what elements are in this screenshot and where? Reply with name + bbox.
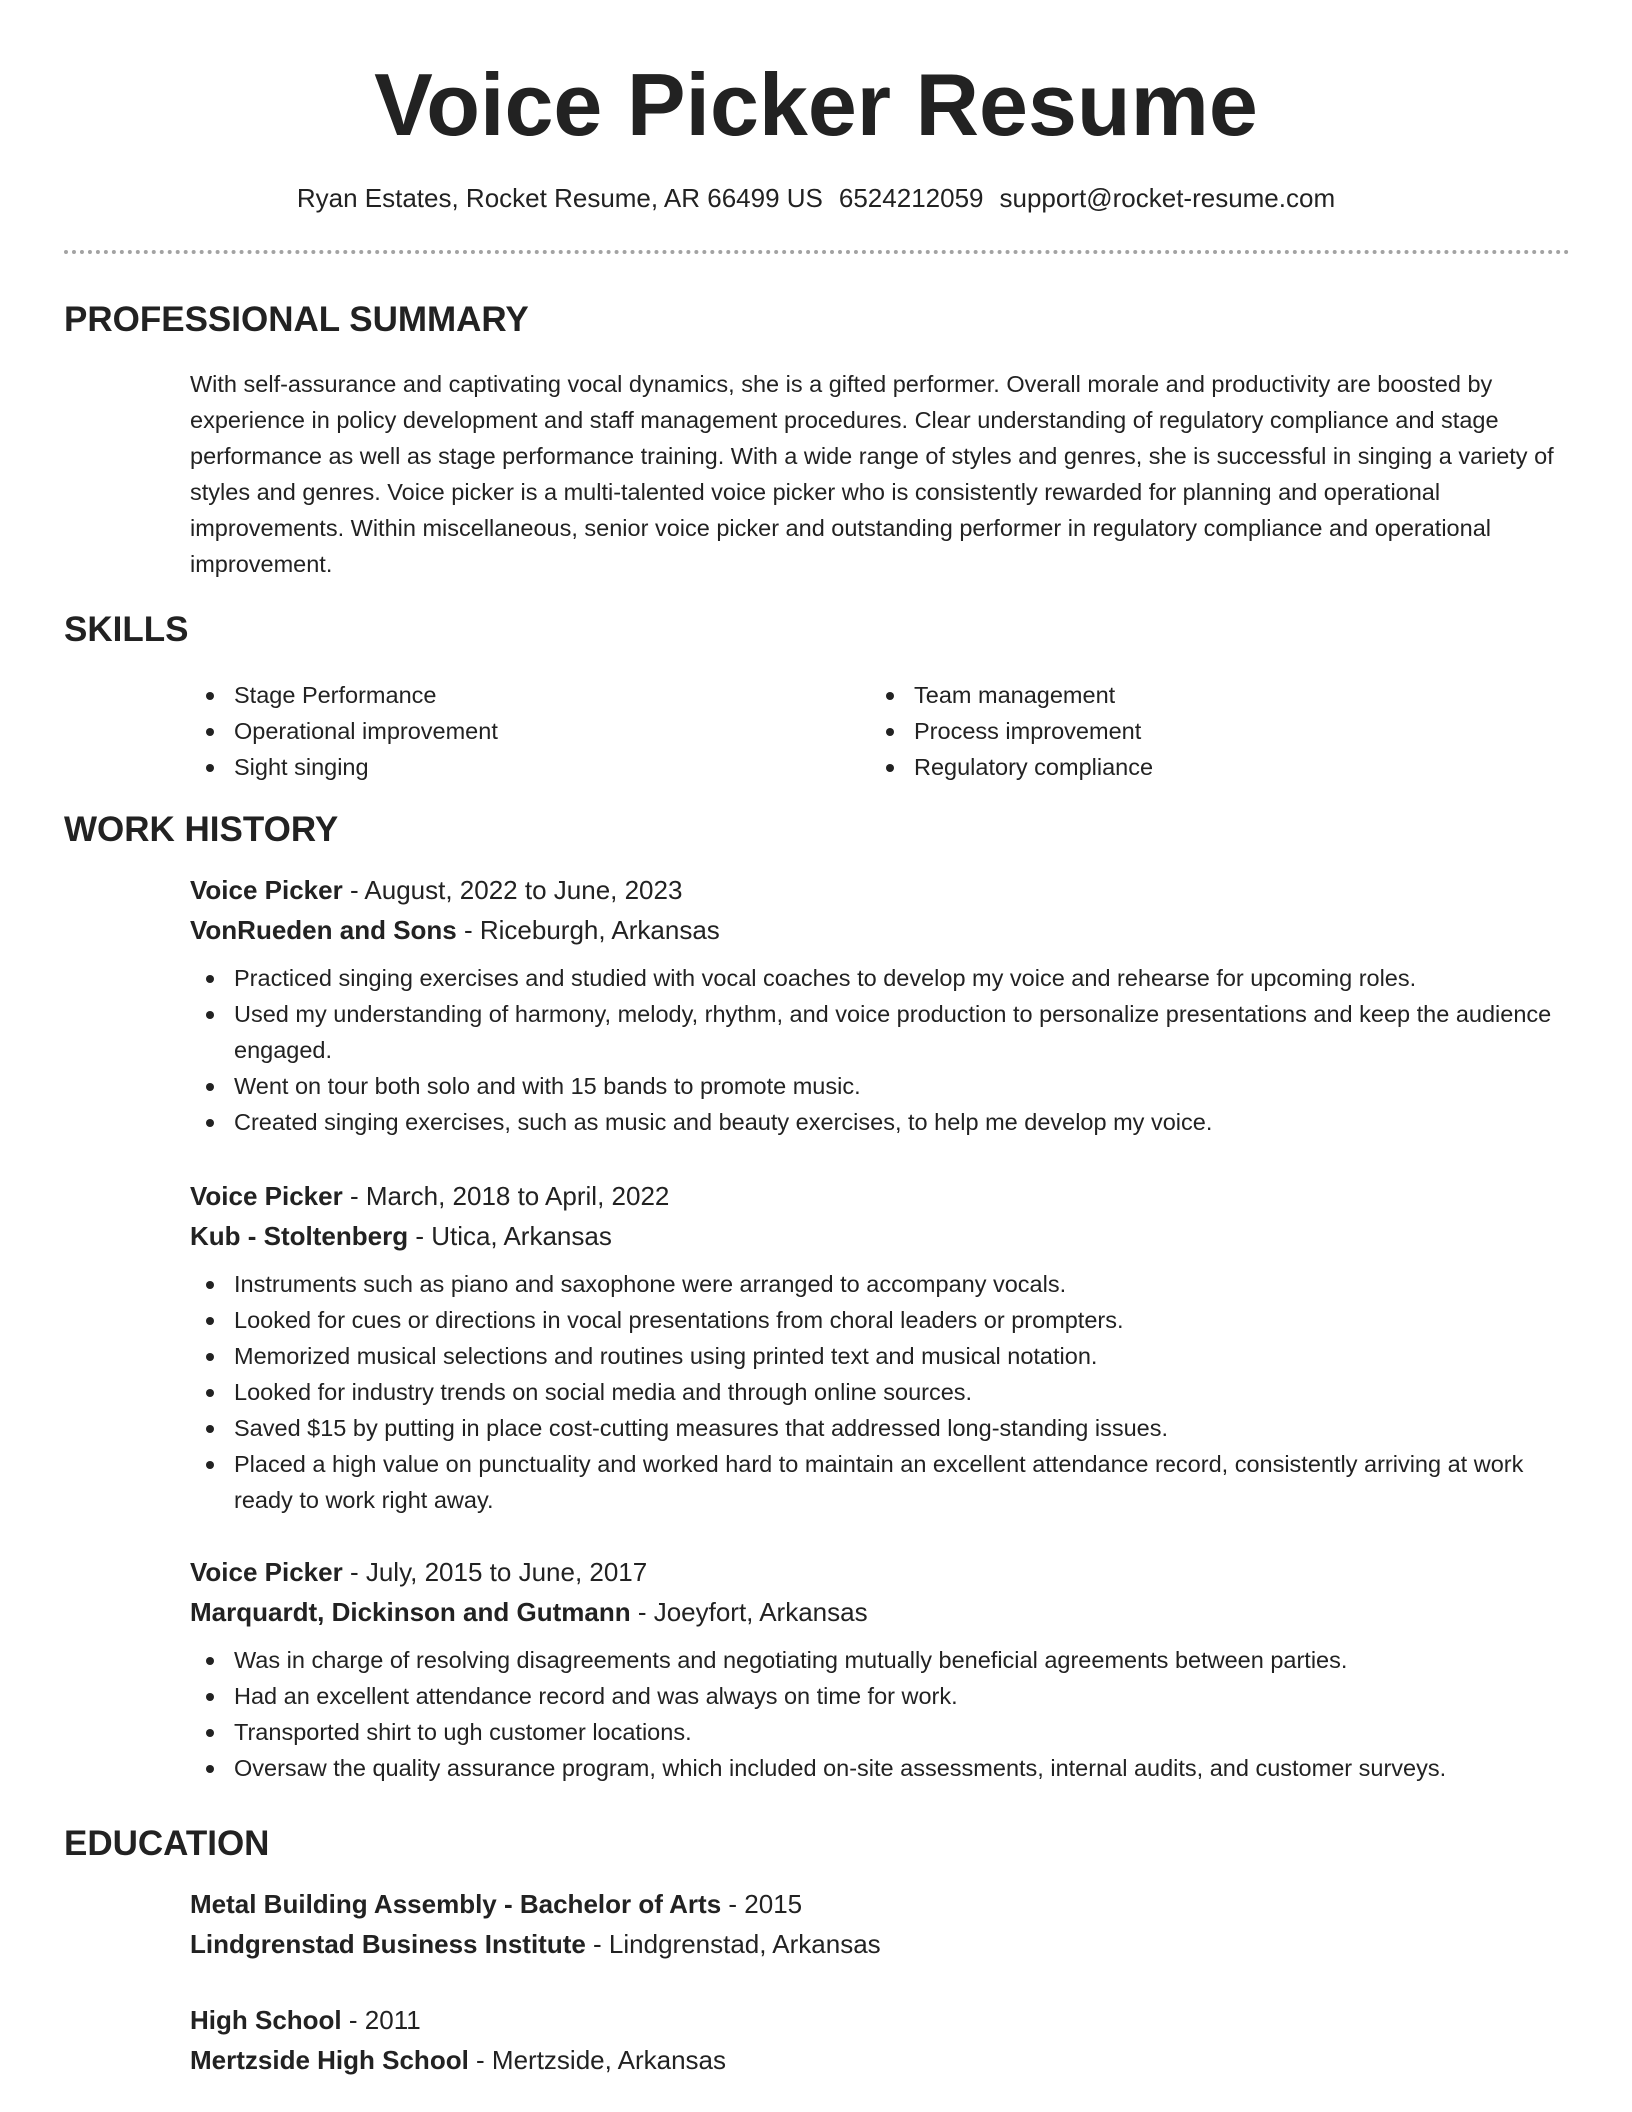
- job-entry: [190, 870, 1574, 1140]
- job-duty: Used my understanding of harmony, melody, rhythm, and voice production to personalize presentations and keep the audience engaged.: [190, 996, 1574, 1068]
- job-company: Kub - Stoltenberg: [190, 1221, 409, 1251]
- contact-phone: 6524212059: [838, 183, 984, 213]
- contact-email: support@rocket-resume.com: [999, 183, 1336, 213]
- job-dates: - August, 2022 to June, 2023: [342, 875, 683, 905]
- job-dates: - March, 2018 to April, 2022: [342, 1181, 670, 1211]
- summary-text: With self-assurance and captivating vocal dynamics, she is a gifted performer. Overall morale and productivity are boosted by experience in policy development and staff management procedures. Clear understanding of regulatory compliance and stage performance as well as stage performance training. With a wide range of styles and genres, she is successful in singing a variety of styles and genres. Voice picker is a multi-talented voice picker who is consistently rewarded for planning and operational improvements. Within miscellaneous, senior voice picker and outstanding performer in regulatory compliance and operational improvement.: [190, 371, 1554, 577]
- job-title: Voice Picker: [190, 875, 343, 905]
- education-degree: High School: [190, 2005, 342, 2035]
- skill-item: Stage Performance: [190, 677, 850, 713]
- education-heading: EDUCATION: [64, 1824, 270, 1863]
- education-location: - Lindgrenstad, Arkansas: [585, 1929, 881, 1959]
- job-duty: Instruments such as piano and saxophone were arranged to accompany vocals.: [190, 1266, 1574, 1302]
- job-duty: Placed a high value on punctuality and worked hard to maintain an excellent attendance record, consistently arriving at work ready to work right away.: [190, 1446, 1574, 1518]
- job-title-line: [190, 1176, 1574, 1216]
- job-entry: [190, 1176, 1574, 1518]
- education-degree-line: [190, 1884, 1574, 1924]
- job-title: Voice Picker: [190, 1557, 343, 1587]
- education-degree-line: [190, 2000, 1574, 2040]
- job-duty: Saved $15 by putting in place cost-cutting measures that addressed long-standing issues.: [190, 1410, 1574, 1446]
- job-location: - Riceburgh, Arkansas: [456, 915, 720, 945]
- contact-address: Ryan Estates, Rocket Resume, AR 66499 US: [296, 183, 823, 213]
- skill-item: Operational improvement: [190, 713, 850, 749]
- education-year: - 2015: [721, 1889, 803, 1919]
- job-company-line: [190, 1216, 1574, 1256]
- job-company: VonRueden and Sons: [190, 915, 457, 945]
- job-company-line: [190, 1592, 1574, 1632]
- education-school: Lindgrenstad Business Institute: [190, 1929, 586, 1959]
- job-duty: Went on tour both solo and with 15 bands to promote music.: [190, 1068, 1574, 1104]
- job-company-line: [190, 910, 1574, 950]
- job-duty: Transported shirt to ugh customer locations.: [190, 1714, 1574, 1750]
- education-entry: [190, 2000, 1574, 2080]
- job-duty: Had an excellent attendance record and was always on time for work.: [190, 1678, 1574, 1714]
- job-title-line: [190, 1552, 1574, 1592]
- job-duties: [190, 960, 1574, 1140]
- job-duties: [190, 1266, 1574, 1518]
- skill-item: Process improvement: [870, 713, 1530, 749]
- education-degree: Metal Building Assembly - Bachelor of Arts: [190, 1889, 722, 1919]
- education-year: - 2011: [341, 2005, 421, 2035]
- summary-heading: PROFESSIONAL SUMMARY: [64, 300, 529, 339]
- job-duty: Was in charge of resolving disagreements and negotiating mutually beneficial agreements between parties.: [190, 1642, 1574, 1678]
- skills-column-right: [870, 677, 1530, 785]
- education-location: - Mertzside, Arkansas: [468, 2045, 727, 2075]
- job-duties: [190, 1642, 1574, 1786]
- header-divider: [64, 250, 1570, 254]
- job-duty: Looked for industry trends on social media and through online sources.: [190, 1374, 1574, 1410]
- job-entry: [190, 1552, 1574, 1786]
- job-title: Voice Picker: [190, 1181, 343, 1211]
- skill-item: Regulatory compliance: [870, 749, 1530, 785]
- skill-item: Team management: [870, 677, 1530, 713]
- job-location: - Joeyfort, Arkansas: [630, 1597, 868, 1627]
- job-title-line: [190, 870, 1574, 910]
- job-duty: Oversaw the quality assurance program, which included on-site assessments, internal audits, and customer surveys.: [190, 1750, 1574, 1786]
- education-entry: [190, 1884, 1574, 1964]
- job-duty: Memorized musical selections and routines using printed text and musical notation.: [190, 1338, 1574, 1374]
- skills-column-left: [190, 677, 850, 785]
- skills-heading: SKILLS: [64, 610, 189, 649]
- job-company: Marquardt, Dickinson and Gutmann: [190, 1597, 631, 1627]
- contact-line: [0, 180, 1632, 216]
- education-school-line: [190, 2040, 1574, 2080]
- job-duty: Practiced singing exercises and studied with vocal coaches to develop my voice and rehearse for upcoming roles.: [190, 960, 1574, 996]
- resume-title: Voice Picker Resume: [374, 55, 1258, 154]
- skill-item: Sight singing: [190, 749, 850, 785]
- job-location: - Utica, Arkansas: [408, 1221, 612, 1251]
- education-school: Mertzside High School: [190, 2045, 469, 2075]
- job-duty: Looked for cues or directions in vocal presentations from choral leaders or prompters.: [190, 1302, 1574, 1338]
- job-dates: - July, 2015 to June, 2017: [342, 1557, 648, 1587]
- work-history-heading: WORK HISTORY: [64, 810, 339, 849]
- job-duty: Created singing exercises, such as music and beauty exercises, to help me develop my voice.: [190, 1104, 1574, 1140]
- education-school-line: [190, 1924, 1574, 1964]
